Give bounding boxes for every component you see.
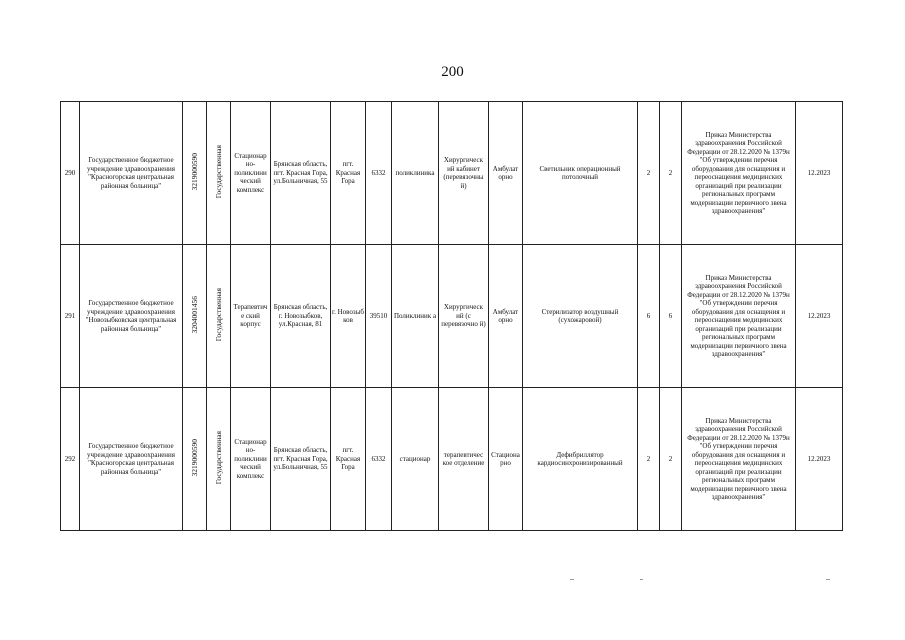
equipment-name-cell [523, 245, 638, 388]
ownership-type: Государственная [214, 431, 223, 485]
row-index: 292 [64, 454, 76, 463]
building-name-cell [231, 245, 271, 388]
building-name: Терапевтиче ский корпус [233, 303, 268, 329]
legal-basis: Приказ Министерства здравоохранения Российской Федерации от 28.12.2020 № 1379н "Об утверждении перечня оборудования для оснащения и переоснащения медицинских организаций при реализации региональных программ модернизации первичного звена здравоохранения" [687, 416, 790, 501]
inn-code: 3204001456 [190, 296, 199, 334]
care-form-cell [489, 388, 523, 531]
quantity-total-cell [638, 245, 660, 388]
legal-basis-cell [682, 102, 796, 245]
inn-code-cell [183, 388, 207, 531]
deadline: 12.2023 [807, 454, 831, 463]
equipment-name-cell [523, 102, 638, 245]
department-cell [439, 245, 489, 388]
quantity-total-cell [638, 102, 660, 245]
ownership-type-cell [207, 388, 231, 531]
care-form: Стациона рно [491, 450, 520, 467]
settlement-cell [331, 102, 366, 245]
institution-name: Государственное бюджетное учреждение здравоохранения "Красногорская центральная районная больница" [86, 156, 176, 190]
settlement: пгт. Красная Гора [335, 160, 361, 186]
quantity-total: 6 [646, 311, 651, 320]
oktmo-code-cell [366, 245, 392, 388]
settlement: пгт. Красная Гора [335, 446, 361, 472]
quantity-planned-cell [660, 388, 682, 531]
ownership-type-cell [207, 102, 231, 245]
quantity-total-cell [638, 388, 660, 531]
scan-mark [570, 579, 574, 580]
quantity-total: 2 [646, 168, 651, 177]
deadline: 12.2023 [807, 168, 831, 177]
row-index-cell [61, 245, 80, 388]
quantity-planned: 6 [668, 311, 673, 320]
equipment-name: Светильник операционный потолочный [539, 164, 621, 181]
deadline-cell [796, 245, 843, 388]
department: Хирургическ ий кабинет (перевязочны й) [443, 156, 484, 190]
quantity-total: 2 [646, 454, 651, 463]
page-number: 200 [441, 64, 464, 80]
settlement-cell [331, 245, 366, 388]
unit-type: поликлиника [395, 168, 435, 177]
ownership-type-cell [207, 245, 231, 388]
deadline: 12.2023 [807, 311, 831, 320]
address-cell [271, 388, 331, 531]
deadline-cell [796, 102, 843, 245]
inn-code-cell [183, 102, 207, 245]
equipment-name-cell [523, 388, 638, 531]
scan-mark [640, 579, 643, 580]
equipment-name: Дефибриллятор кардиосинхронизированный [537, 450, 623, 467]
institution-name-cell [80, 102, 183, 245]
department-cell [439, 388, 489, 531]
institution-name-cell [80, 388, 183, 531]
address-cell [271, 245, 331, 388]
deadline-cell [796, 388, 843, 531]
equipment-table [60, 101, 843, 531]
oktmo-code-cell [366, 102, 392, 245]
institution-name: Государственное бюджетное учреждение здравоохранения "Красногорская центральная районная больница" [86, 442, 176, 476]
building-name: Стационар но-поликлини ческий комплекс [234, 151, 267, 194]
department-cell [439, 102, 489, 245]
inn-code: 3219000590 [190, 153, 199, 191]
oktmo-code: 6332 [371, 454, 386, 463]
address: Брянская область, пгт. Красная Гора, ул.Больничная, 55 [273, 446, 328, 472]
quantity-planned: 2 [668, 168, 673, 177]
scan-mark [826, 579, 830, 580]
unit-type-cell [392, 388, 439, 531]
care-form-cell [489, 102, 523, 245]
care-form: Амбулат орно [492, 307, 519, 324]
institution-name: Государственное бюджетное учреждение здравоохранения "Новозыбковская центральная районная больница" [85, 299, 177, 333]
quantity-planned: 2 [668, 454, 673, 463]
building-name-cell [231, 388, 271, 531]
unit-type-cell [392, 245, 439, 388]
inn-code-cell [183, 245, 207, 388]
unit-type: Поликлиник а [393, 311, 437, 320]
building-name: Стационар но-поликлини ческий комплекс [234, 437, 267, 480]
address-cell [271, 102, 331, 245]
inn-code: 3219000590 [190, 439, 199, 477]
table-row [61, 388, 843, 531]
settlement: г. Новозыб ков [332, 307, 364, 324]
legal-basis-cell [682, 388, 796, 531]
legal-basis: Приказ Министерства здравоохранения Российской Федерации от 28.12.2020 № 1379н "Об утверждении перечня оборудования для оснащения и переоснащения медицинских организаций при реализации региональных программ модернизации первичного звена здравоохранения" [687, 273, 790, 358]
address: Брянская область, г. Новозыбков, ул.Красная, 81 [273, 303, 328, 329]
unit-type-cell [392, 102, 439, 245]
building-name-cell [231, 102, 271, 245]
row-index: 290 [64, 168, 76, 177]
care-form-cell [489, 245, 523, 388]
oktmo-code-cell [366, 388, 392, 531]
oktmo-code: 39510 [369, 311, 388, 320]
department: терапевтичес кое отделение [442, 450, 485, 467]
quantity-planned-cell [660, 245, 682, 388]
row-index-cell [61, 388, 80, 531]
settlement-cell [331, 388, 366, 531]
ownership-type: Государственная [214, 145, 223, 199]
unit-type: стационар [399, 454, 431, 463]
row-index-cell [61, 102, 80, 245]
row-index: 291 [64, 311, 76, 320]
quantity-planned-cell [660, 102, 682, 245]
table-row [61, 102, 843, 245]
care-form: Амбулат орно [492, 164, 519, 181]
table-row [61, 245, 843, 388]
equipment-name: Стерилизатор воздушный (сухожаровой) [541, 307, 619, 324]
oktmo-code: 6332 [371, 168, 386, 177]
department: Хирургическ ий (с перевязочно й) [441, 303, 486, 329]
address: Брянская область, пгт. Красная Гора, ул.Больничная, 55 [273, 160, 328, 186]
ownership-type: Государственная [214, 288, 223, 342]
legal-basis-cell [682, 245, 796, 388]
legal-basis: Приказ Министерства здравоохранения Российской Федерации от 28.12.2020 № 1379н "Об утверждении перечня оборудования для оснащения и переоснащения медицинских организаций при реализации региональных программ модернизации первичного звена здравоохранения" [687, 130, 790, 215]
institution-name-cell [80, 245, 183, 388]
